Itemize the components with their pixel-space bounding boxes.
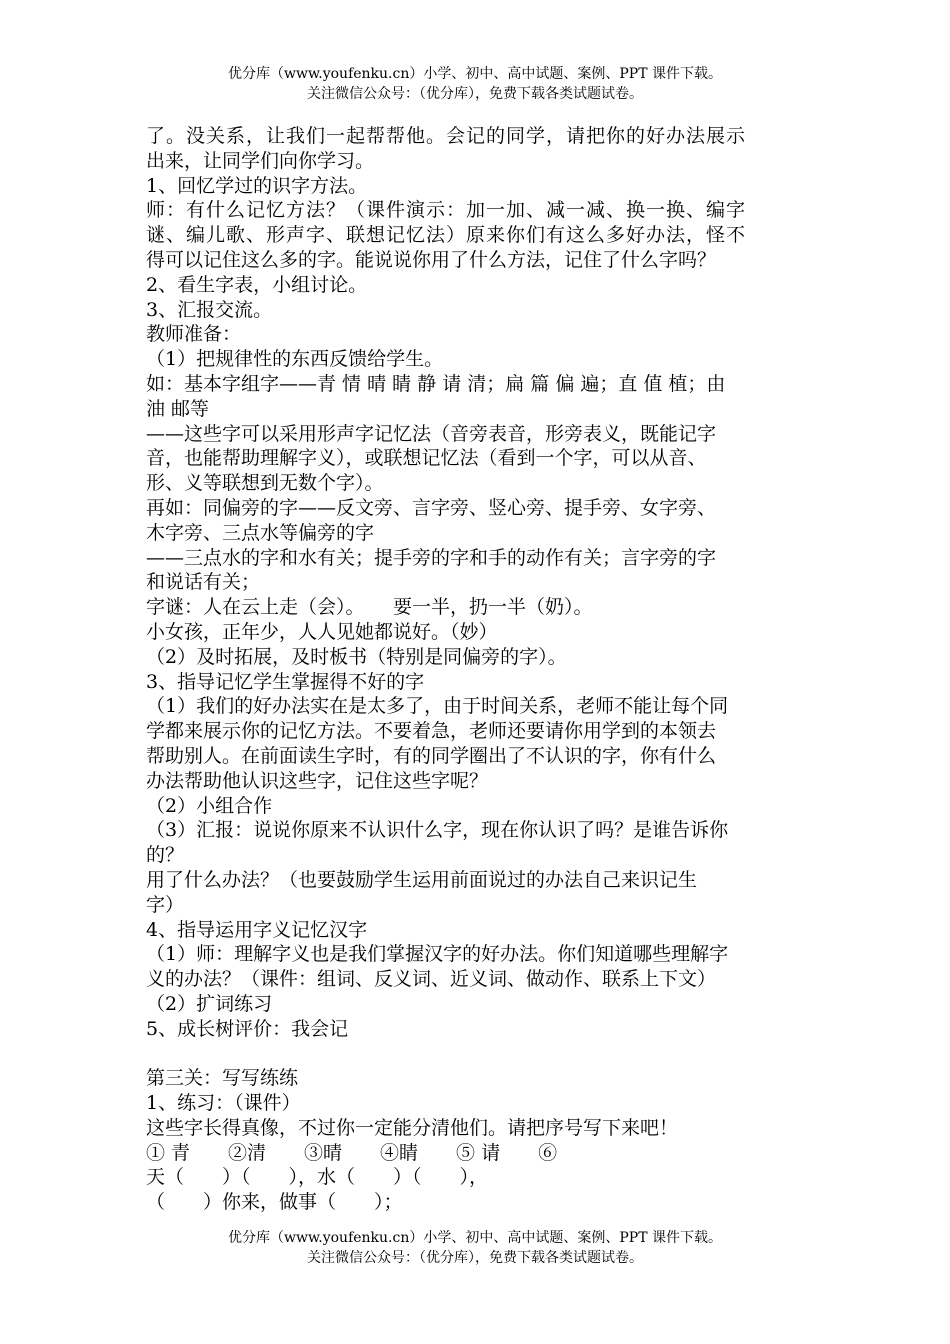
footer-line-2: 关注微信公众号：（优分库），免费下载各类试题试卷。 <box>307 1250 643 1266</box>
exercise-blanks: 天（ ）（ ），水（ ）（ ）， <box>146 1166 489 1189</box>
body-line: 教师准备： <box>146 323 242 346</box>
section-heading: 5、成长树评价：我会记 <box>146 1017 349 1040</box>
body-line: （2）及时拓展，及时板书（特别是同偏旁的字）。 <box>146 645 567 668</box>
body-line: 字） <box>146 893 185 916</box>
body-line: （1）师：理解字义也是我们掌握汉字的好办法。你们知道哪些理解字 <box>146 943 729 966</box>
body-line: （1）我们的好办法实在是太多了，由于时间关系，老师不能让每个同 <box>146 695 729 718</box>
body-line: 再如：同偏旁的字——反文旁、言字旁、竖心旁、提手旁、女字旁、 <box>146 496 717 519</box>
body-line: 小女孩，正年少，人人见她都说好。（妙） <box>146 620 498 643</box>
body-line: 如：基本字组字——青 情 晴 睛 静 请 清；扁 篇 偏 遍；直 值 植；由 <box>146 372 726 395</box>
page-header <box>0 64 950 104</box>
exercise-blanks: （ ）你来，做事（ ）； <box>146 1191 403 1214</box>
body-line: 得可以记住这么多的字。能说说你用了什么方法，记住了什么字吗？ <box>146 248 717 271</box>
body-line: 学都来展示你的记忆方法。不要着急，老师还要请你用学到的本领去 <box>146 720 717 743</box>
document-body <box>146 124 816 1215</box>
body-line: （2）扩词练习 <box>146 992 273 1015</box>
body-line: （3）汇报：说说你原来不认识什么字，现在你认识了吗？是谁告诉你 <box>146 819 729 842</box>
body-line: 和说话有关； <box>146 571 261 594</box>
body-line: 字谜：人在云上走（会）。 要一半，扔一半（奶）。 <box>146 596 593 619</box>
body-line: 办法帮助他认识这些字，记住这些字呢？ <box>146 769 489 792</box>
body-line: 谜、编儿歌、形声字、联想记忆法）原来你们有这么多好办法，怪不 <box>146 224 747 247</box>
section-heading: 1、练习：（课件） <box>146 1092 301 1115</box>
body-line: 出来，让同学们向你学习。 <box>146 149 375 172</box>
body-line: 的？ <box>146 844 185 867</box>
exercise-options: ① 青 ②清 ③晴 ④睛 ⑤ 请 ⑥ <box>146 1141 558 1164</box>
section-heading: 1、回忆学过的识字方法。 <box>146 174 368 197</box>
section-heading: 2、看生字表，小组讨论。 <box>146 273 368 296</box>
blank-line <box>146 1041 816 1066</box>
body-line: （2）小组合作 <box>146 794 273 817</box>
section-heading: 4、指导运用字义记忆汉字 <box>146 918 368 941</box>
body-line: （1）把规律性的东西反馈给学生。 <box>146 348 444 371</box>
footer-line-1: 优分库（www.youfenku.cn）小学、初中、高中试题、案例、PPT 课件下载。 <box>227 1230 722 1246</box>
body-line: ——这些字可以采用形声字记忆法（音旁表音，形旁表义，既能记字 <box>146 422 717 445</box>
body-line: 音，也能帮助理解字义），或联想记忆法（看到一个字，可以从音、 <box>146 447 707 470</box>
header-line-1: 优分库（www.youfenku.cn）小学、初中、高中试题、案例、PPT 课件下载。 <box>227 66 722 82</box>
section-heading: 3、指导记忆学生掌握得不好的字 <box>146 670 425 693</box>
body-line: 形、义等联想到无数个字）。 <box>146 472 384 495</box>
body-line: 木字旁、三点水等偏旁的字 <box>146 521 375 544</box>
body-line: 帮助别人。在前面读生字时，有的同学圈出了不认识的字，你有什么 <box>146 744 717 767</box>
section-title: 第三关：写写练练 <box>146 1067 299 1090</box>
section-heading: 3、汇报交流。 <box>146 298 273 321</box>
body-line: 油 邮等 <box>146 397 210 420</box>
body-line: 了。没关系，让我们一起帮帮他。会记的同学，请把你的好办法展示 <box>146 125 747 147</box>
body-line: 用了什么办法？（也要鼓励学生运用前面说过的办法自己来识记生 <box>146 868 698 891</box>
body-line: 义的办法？（课件：组词、反义词、近义词、做动作、联系上下文） <box>146 968 717 991</box>
header-line-2: 关注微信公众号：（优分库），免费下载各类试题试卷。 <box>307 86 643 102</box>
page-footer <box>0 1228 950 1268</box>
body-line: ——三点水的字和水有关；提手旁的字和手的动作有关；言字旁的字 <box>146 546 717 569</box>
body-line: 这些字长得真像，不过你一定能分清他们。请把序号写下来吧！ <box>146 1116 679 1139</box>
body-line: 师：有什么记忆方法？（课件演示：加一加、减一减、换一换、编字 <box>146 199 747 222</box>
